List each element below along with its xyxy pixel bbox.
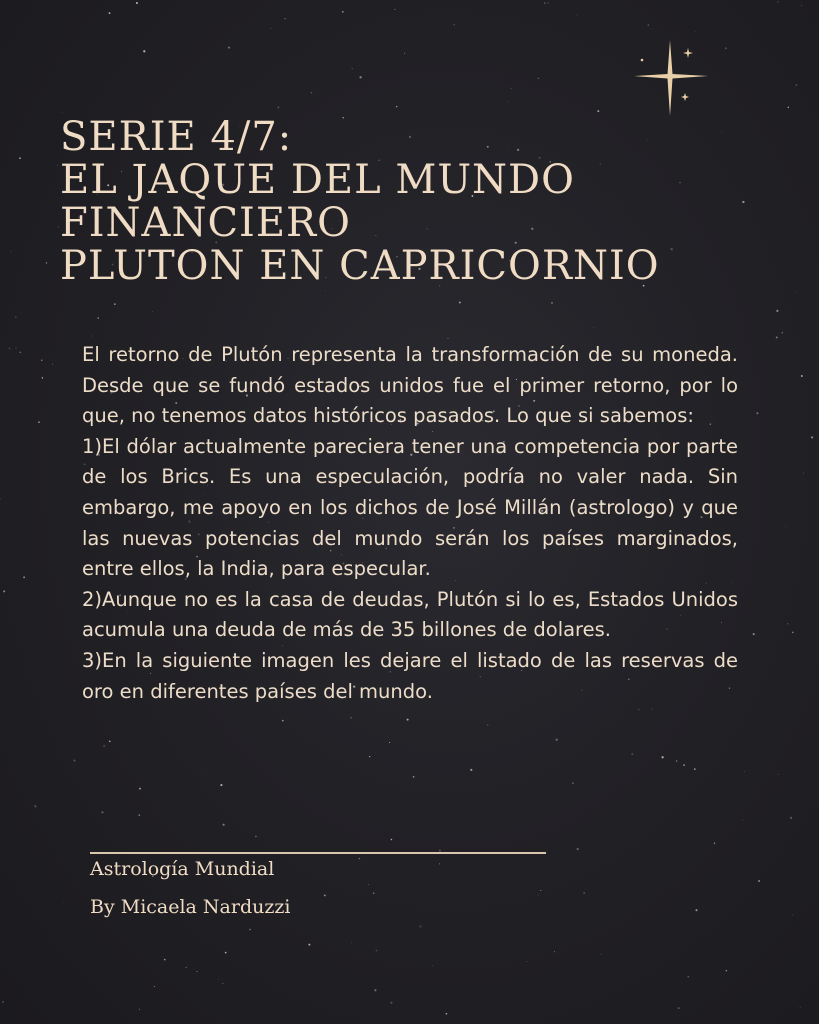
- post-title: [60, 116, 780, 288]
- star-dot: [109, 740, 111, 742]
- star-dot: [359, 76, 361, 78]
- star-dot: [325, 290, 326, 291]
- star-dot: [38, 421, 40, 423]
- star-dot: [661, 756, 663, 758]
- star-dot: [138, 38, 139, 39]
- star-dot: [787, 623, 788, 624]
- star-dot: [803, 473, 804, 474]
- star-dot: [778, 774, 779, 775]
- star-dot: [800, 1007, 801, 1008]
- star-dot: [9, 347, 11, 349]
- star-dot: [152, 311, 153, 312]
- star-dot: [2, 1001, 4, 1003]
- star-dot: [811, 436, 813, 438]
- star-dot: [34, 805, 36, 807]
- star-dot: [58, 227, 59, 228]
- star-dot: [359, 858, 360, 859]
- star-dot: [41, 360, 42, 361]
- star-dot: [756, 412, 758, 414]
- star-dot: [487, 724, 489, 726]
- star-dot: [109, 12, 111, 14]
- star-dot: [572, 782, 573, 783]
- star-dot: [577, 15, 578, 16]
- star-dot: [46, 262, 48, 264]
- point-2-paragraph: 2)Aunque no es la casa de deudas, Plutón si lo es, Estados Unidos acumula una deuda de más de 35 billones de dolares.: [82, 587, 738, 642]
- star-dot: [556, 739, 558, 741]
- star-dot: [470, 769, 472, 771]
- star-dot: [52, 364, 53, 365]
- body-text: [82, 340, 738, 707]
- star-dot: [597, 110, 599, 112]
- star-dot: [57, 165, 58, 166]
- star-dot: [391, 839, 393, 841]
- point-1-paragraph: 1)El dólar actualmente pareciera tener una competencia por parte de los Brics. Es una especulación, podría no valer nada. Sin embargo, me apoyo en los dichos de José Millán (astrologo) y que las nuevas potencias del mundo serán los países marginados, entre ellos, la India, para especular.: [82, 434, 738, 581]
- star-dot: [42, 377, 43, 378]
- star-dot: [676, 760, 678, 762]
- star-dot: [753, 633, 755, 635]
- star-dot: [394, 9, 395, 10]
- star-dot: [725, 47, 727, 49]
- star-dot: [742, 820, 743, 821]
- star-dot: [777, 1, 778, 2]
- star-dot: [220, 784, 222, 786]
- star-dot: [459, 301, 461, 303]
- star-dot: [74, 760, 76, 762]
- star-dot: [551, 302, 553, 304]
- star-dot: [285, 18, 286, 19]
- star-dot: [648, 24, 649, 25]
- star-dot: [218, 979, 219, 980]
- title-line: FINANCIERO: [60, 200, 351, 246]
- star-dot: [785, 526, 786, 527]
- star-dot: [101, 811, 103, 813]
- star-dot: [536, 8, 537, 9]
- star-dot: [396, 106, 397, 107]
- star-dot: [324, 894, 326, 896]
- title-line: EL JAQUE DEL MUNDO: [60, 157, 575, 203]
- star-dot: [164, 959, 166, 961]
- star-dot: [3, 590, 5, 592]
- star-dot: [311, 92, 313, 94]
- star-dot: [154, 986, 155, 987]
- star-dot: [583, 892, 584, 893]
- star-dot: [801, 5, 802, 6]
- star-dot: [249, 929, 251, 931]
- star-dot: [350, 717, 352, 719]
- star-dot: [694, 768, 696, 770]
- star-dot: [792, 632, 793, 633]
- star-dot: [454, 24, 455, 25]
- star-dot: [744, 771, 745, 772]
- point-3-paragraph: 3)En la siguiente imagen les dejare el listado de las reservas de oro en diferentes países del mundo.: [82, 648, 738, 703]
- star-dot: [376, 950, 378, 952]
- star-dot: [776, 336, 778, 338]
- star-dot: [758, 880, 760, 882]
- star-dot: [270, 28, 271, 29]
- star-dot: [448, 338, 449, 339]
- star-dot: [788, 107, 789, 108]
- star-dot: [202, 772, 203, 773]
- star-dot: [255, 836, 256, 837]
- star-dot: [19, 351, 21, 353]
- star-dot: [62, 112, 63, 113]
- star-dot: [439, 863, 440, 864]
- star-dot: [351, 942, 352, 943]
- star-dot: [277, 106, 279, 108]
- star-dot: [222, 983, 223, 984]
- star-dot: [374, 989, 376, 991]
- star-dot: [726, 970, 727, 971]
- star-dot: [138, 814, 140, 816]
- star-dot: [695, 909, 697, 911]
- star-dot: [342, 11, 344, 13]
- star-dot: [776, 310, 778, 312]
- star-dot: [407, 719, 409, 721]
- star-dot: [19, 157, 21, 159]
- star-dot: [282, 720, 284, 722]
- star-dot: [782, 332, 783, 333]
- star-dot: [369, 756, 370, 757]
- star-dot: [548, 3, 549, 4]
- star-dot: [631, 753, 633, 755]
- star-dot: [792, 914, 793, 915]
- star-dot: [538, 78, 540, 80]
- star-dot: [0, 498, 1, 499]
- star-dot: [577, 848, 579, 850]
- author-credit: By Micaela Narduzzi: [90, 896, 291, 918]
- star-dot: [98, 317, 99, 318]
- star-dot: [790, 817, 792, 819]
- star-dot: [678, 1007, 680, 1009]
- star-dot: [593, 327, 594, 328]
- star-dot: [390, 1002, 392, 1004]
- star-dot: [404, 53, 405, 54]
- star-dot: [136, 2, 138, 4]
- star-dot: [16, 348, 17, 349]
- star-dot: [554, 951, 555, 952]
- star-dot: [196, 971, 197, 972]
- star-dot: [103, 745, 105, 747]
- star-dot: [389, 742, 390, 743]
- star-dot: [368, 884, 369, 885]
- star-dot: [114, 303, 116, 305]
- star-dot: [601, 954, 602, 955]
- star-dot: [683, 764, 685, 766]
- star-dot: [538, 895, 539, 896]
- star-dot: [419, 925, 421, 927]
- star-dot: [15, 316, 17, 318]
- star-dot: [63, 902, 64, 903]
- star-dot: [432, 965, 433, 966]
- star-dot: [544, 2, 545, 3]
- star-dot: [186, 967, 187, 968]
- star-dot: [527, 961, 528, 962]
- title-line: SERIE 4/7:: [60, 114, 293, 160]
- star-dot: [638, 709, 639, 710]
- star-dot: [373, 892, 375, 894]
- star-dot: [92, 336, 93, 337]
- star-dot: [352, 68, 353, 69]
- star-dot: [796, 292, 797, 293]
- star-dot: [696, 32, 697, 33]
- star-dot: [308, 944, 310, 946]
- star-dot: [241, 1022, 242, 1023]
- star-dot: [652, 709, 653, 710]
- divider-line: [90, 852, 546, 854]
- star-dot: [446, 1013, 448, 1015]
- star-dot: [23, 576, 25, 578]
- intro-paragraph: El retorno de Plutón representa la transformación de su moneda. Desde que se fundó estados unidos fue el primer retorno, por lo que, no tenemos datos históricos pasados. Lo que si sabemos:: [82, 343, 738, 428]
- star-dot: [413, 776, 415, 778]
- title-line: PLUTON EN CAPRICORNIO: [60, 243, 660, 289]
- star-dot: [688, 976, 689, 977]
- star-dot: [11, 251, 12, 252]
- star-dot: [139, 788, 141, 790]
- star-dot: [143, 50, 145, 52]
- star-dot: [228, 47, 230, 49]
- star-dot: [795, 84, 797, 86]
- star-dot: [225, 952, 227, 954]
- star-dot: [507, 101, 508, 102]
- star-dot: [540, 890, 541, 891]
- star-dot: [798, 182, 799, 183]
- sparkle-star-icon: [628, 36, 712, 120]
- star-dot: [714, 843, 715, 844]
- star-dot: [510, 88, 511, 89]
- star-dot: [801, 375, 803, 377]
- series-credit: Astrología Mundial: [90, 858, 275, 880]
- star-dot: [223, 824, 225, 826]
- star-dot: [139, 1009, 140, 1010]
